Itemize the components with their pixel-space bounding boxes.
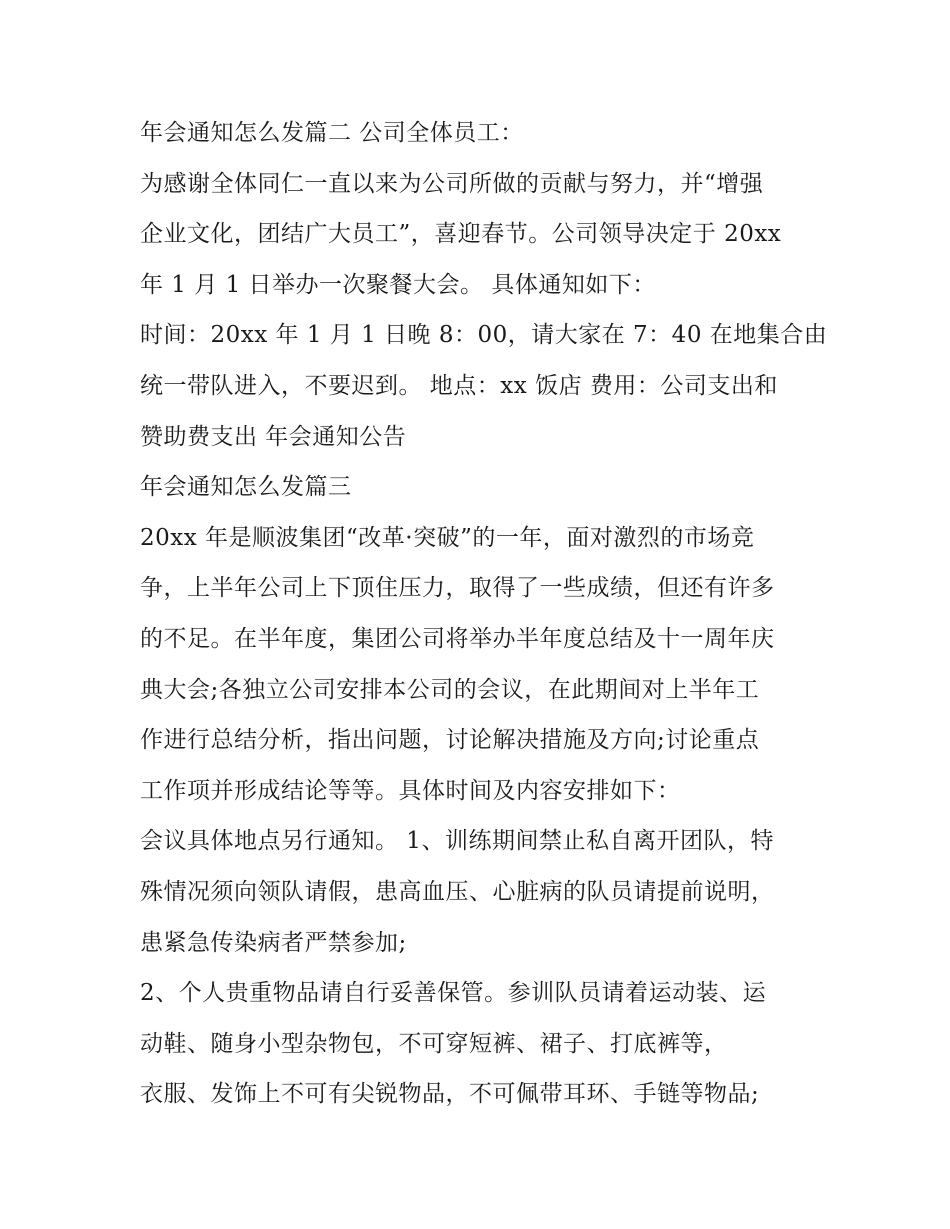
text-line: 赞助费支出 年会通知公告: [140, 423, 407, 450]
text-line: 动鞋、随身小型杂物包，不可穿短裤、裙子、打底裤等，: [140, 1030, 728, 1057]
text-line: 殊情况须向领队请假，患高血压、心脏病的队员请提前说明，: [140, 878, 775, 905]
text-line: 企业文化，团结广大员工”，喜迎春节。公司领导决定于 20xx: [140, 221, 782, 248]
text-line: 会议具体地点另行通知。 1、训练期间禁止私自离开团队，特: [140, 828, 774, 855]
text-line: 衣服、发饰上不可有尖锐物品，不可佩带耳环、手链等物品;: [140, 1081, 760, 1108]
text-line: 时间：20xx 年 1 月 1 日晚 8：00，请大家在 7：40 在地集合由: [140, 322, 828, 349]
text-line: 20xx 年是顺波集团“改革·突破”的一年，面对激烈的市场竞: [140, 524, 755, 551]
text-line: 工作项并形成结论等等。具体时间及内容安排如下：: [140, 777, 681, 804]
text-line: 患紧急传染病者严禁参加;: [140, 929, 407, 956]
text-line: 作进行总结分析，指出问题，讨论解决措施及方向;讨论重点: [140, 727, 760, 754]
section-heading: 年会通知怎么发篇三: [140, 474, 352, 501]
text-line: 的不足。在半年度，集团公司将举办半年度总结及十一周年庆: [140, 625, 775, 652]
text-line: 为感谢全体同仁一直以来为公司所做的贡献与努力，并“增强: [140, 170, 764, 197]
text-line: 年会通知怎么发篇二 公司全体员工：: [140, 120, 524, 146]
text-line: 年 1 月 1 日举办一次聚餐大会。 具体通知如下：: [140, 271, 656, 298]
text-line: 统一带队进入，不要迟到。 地点：xx 饭店 费用：公司支出和: [140, 372, 778, 399]
text-line: 2、个人贵重物品请自行妥善保管。参训队员请着运动装、运: [140, 980, 767, 1007]
document-body: [140, 108, 830, 1120]
text-line: 争，上半年公司上下顶住压力，取得了一些成绩，但还有许多: [140, 575, 775, 602]
text-line: 典大会;各独立公司安排本公司的会议，在此期间对上半年工: [140, 676, 760, 703]
